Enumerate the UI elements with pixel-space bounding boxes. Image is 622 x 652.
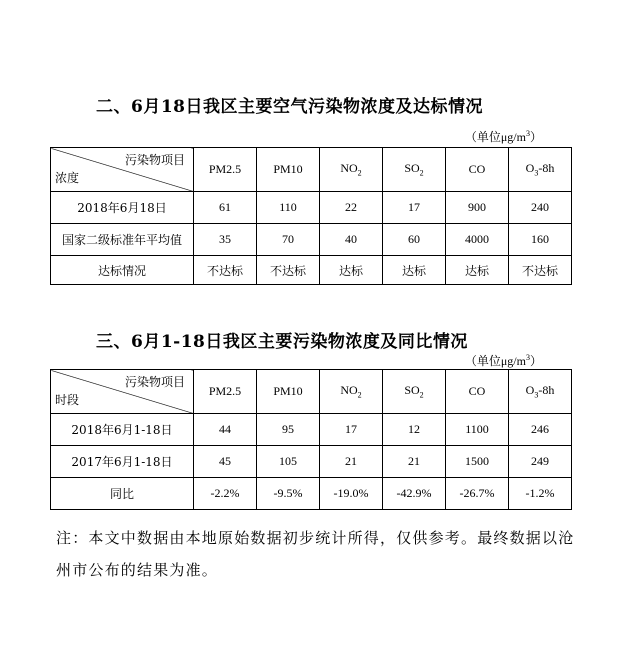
table-row: [51, 256, 572, 285]
table-cell: 40: [320, 224, 383, 256]
column-header: $O_3-8h$: [509, 370, 572, 414]
table-cell: 900: [446, 192, 509, 224]
table-cell: 达标: [383, 256, 446, 285]
table-cell: 1100: [446, 414, 509, 446]
table-header-row: [51, 370, 572, 414]
table-cell: 21: [320, 446, 383, 478]
column-header: CO: [446, 370, 509, 414]
table-cell: 249: [509, 446, 572, 478]
table-row: [51, 446, 572, 478]
column-header: $NO_2$: [320, 370, 383, 414]
row-label: 达标情况: [51, 256, 194, 285]
column-header: PM10: [257, 148, 320, 192]
table-cell: -19.0%: [320, 478, 383, 510]
row-label: 国家二级标准年平均值: [51, 224, 194, 256]
column-header: CO: [446, 148, 509, 192]
section-1-title: 二、6月18日我区主要空气污染物浓度及达标情况: [96, 97, 483, 117]
table-cell: 12: [383, 414, 446, 446]
column-header: PM2.5: [194, 148, 257, 192]
column-header: PM2.5: [194, 370, 257, 414]
table-row: [51, 192, 572, 224]
table-row: [51, 478, 572, 510]
corner-label-pollutant: 污染物项目: [124, 153, 185, 167]
table-cell: 44: [194, 414, 257, 446]
pollutant-table-june-18: [50, 147, 572, 285]
table-cell: 达标: [446, 256, 509, 285]
column-header: $SO_2$: [383, 148, 446, 192]
column-header: $O_3-8h$: [509, 148, 572, 192]
table-cell: 61: [194, 192, 257, 224]
table-cell: -42.9%: [383, 478, 446, 510]
table-cell: 22: [320, 192, 383, 224]
table-cell: -9.5%: [257, 478, 320, 510]
corner-header-cell: [51, 148, 194, 192]
table-cell: 45: [194, 446, 257, 478]
footnote: 注：本文中数据由本地原始数据初步统计所得，仅供参考。最终数据以沧州市公布的结果为准。: [56, 529, 575, 579]
table-cell: 4000: [446, 224, 509, 256]
table-cell: -1.2%: [509, 478, 572, 510]
table-cell: 95: [257, 414, 320, 446]
table-row: [51, 414, 572, 446]
table-cell: -2.2%: [194, 478, 257, 510]
table-cell: 不达标: [194, 256, 257, 285]
table-cell: 17: [383, 192, 446, 224]
row-label: 2018年6月18日: [51, 192, 194, 224]
table-cell: 1500: [446, 446, 509, 478]
corner-label-period: 时段: [55, 393, 80, 407]
column-header: PM10: [257, 370, 320, 414]
table-cell: 17: [320, 414, 383, 446]
table-cell: 达标: [320, 256, 383, 285]
pollutant-table-june-1-18: [50, 369, 572, 510]
corner-label-concentration: 浓度: [55, 171, 80, 185]
table-cell: 不达标: [509, 256, 572, 285]
table-cell: 21: [383, 446, 446, 478]
table-cell: 246: [509, 414, 572, 446]
column-header: $NO_2$: [320, 148, 383, 192]
corner-label-pollutant: 污染物项目: [124, 375, 185, 389]
table-row: [51, 224, 572, 256]
table-header-row: [51, 148, 572, 192]
corner-header-cell: [51, 370, 194, 414]
unit-label-1: （单位$\mu g/m^3$）: [464, 129, 542, 144]
row-label: 2017年6月1-18日: [51, 446, 194, 478]
section-2-title: 三、6月1-18日我区主要污染物浓度及同比情况: [96, 332, 468, 352]
table-cell: 110: [257, 192, 320, 224]
column-header: $SO_2$: [383, 370, 446, 414]
table-cell: 60: [383, 224, 446, 256]
table-cell: 105: [257, 446, 320, 478]
table-cell: -26.7%: [446, 478, 509, 510]
table-cell: 70: [257, 224, 320, 256]
table-cell: 240: [509, 192, 572, 224]
table-cell: 35: [194, 224, 257, 256]
unit-label-2: （单位$\mu g/m^3$）: [464, 353, 542, 368]
row-label: 同比: [51, 478, 194, 510]
table-cell: 不达标: [257, 256, 320, 285]
row-label: 2018年6月1-18日: [51, 414, 194, 446]
table-cell: 160: [509, 224, 572, 256]
